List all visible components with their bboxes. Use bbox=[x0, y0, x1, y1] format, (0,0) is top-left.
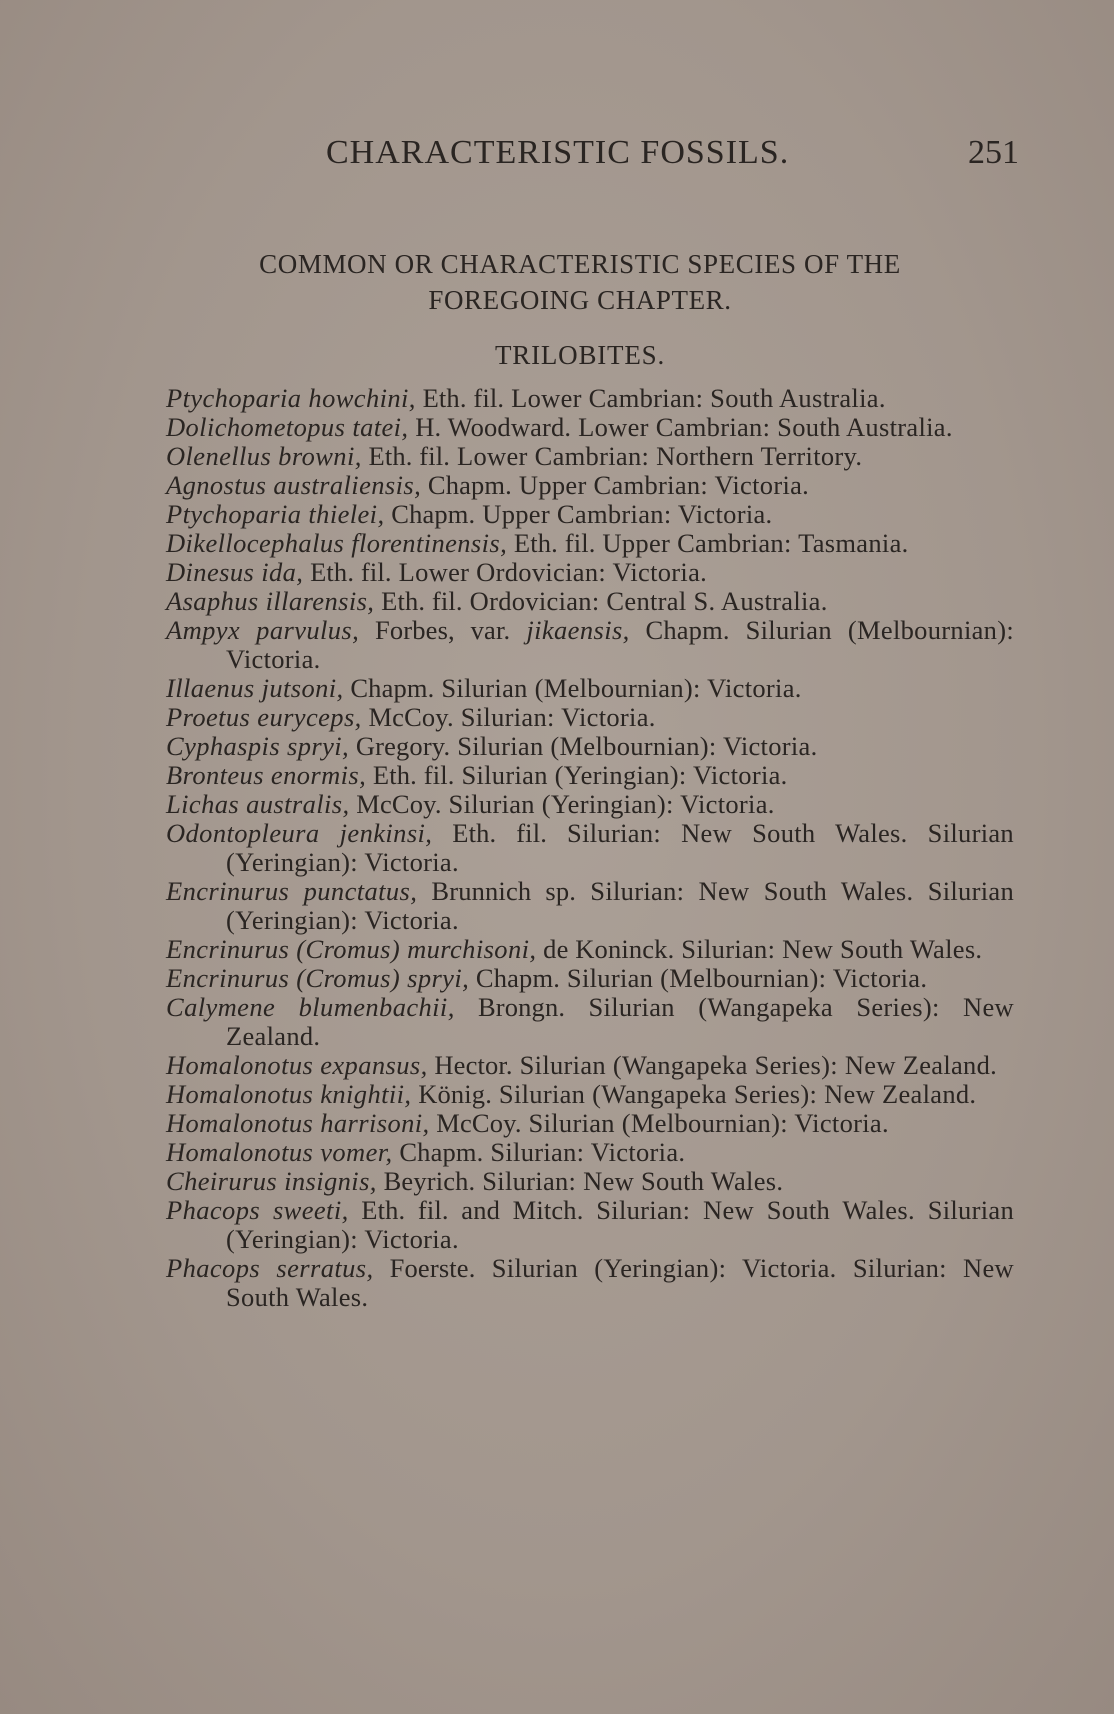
author: Chapm. bbox=[421, 470, 512, 500]
list-item bbox=[166, 993, 1014, 1051]
chapter-heading bbox=[170, 246, 990, 318]
species-name: Asaphus illarensis, bbox=[166, 586, 375, 616]
list-item bbox=[166, 1138, 1014, 1167]
range: Silurian: New South Wales. Silurian (Yeringian): Victoria. bbox=[226, 1195, 1015, 1254]
species-name: Homalonotus expansus, bbox=[166, 1050, 428, 1080]
author: McCoy. bbox=[349, 789, 442, 819]
running-title: CHARACTERISTIC FOSSILS. bbox=[326, 134, 790, 171]
range: Upper Cambrian: Victoria. bbox=[475, 499, 773, 529]
list-item bbox=[166, 413, 1014, 442]
author: Eth. fil. bbox=[374, 586, 463, 616]
species-name: Lichas australis, bbox=[166, 789, 350, 819]
list-item bbox=[166, 790, 1014, 819]
species-name: Proetus euryceps, bbox=[166, 702, 362, 732]
section-title: TRILOBITES. bbox=[494, 340, 666, 370]
species-name: Bronteus enormis, bbox=[166, 760, 367, 790]
species-name: Ptychoparia howchini, bbox=[166, 383, 416, 413]
species-name: Homalonotus harrisoni, bbox=[166, 1108, 430, 1138]
list-item bbox=[166, 935, 1014, 964]
author: Eth. fil. bbox=[361, 441, 451, 471]
list-item bbox=[166, 964, 1014, 993]
list-item bbox=[166, 1051, 1014, 1080]
author: Beyrich. bbox=[376, 1166, 476, 1196]
list-item bbox=[166, 1109, 1014, 1138]
species-name: Encrinurus (Cromus) murchisoni, bbox=[166, 934, 537, 964]
author: McCoy. bbox=[429, 1108, 522, 1138]
range: Silurian (Melbournian): Victoria. bbox=[560, 963, 928, 993]
range: Lower Cambrian: South Australia. bbox=[504, 383, 886, 413]
author: Eth. fil. and Mitch. bbox=[348, 1195, 584, 1225]
author: Hector. bbox=[427, 1050, 513, 1080]
species-name: Calymene blumenbachii, bbox=[166, 992, 455, 1022]
page-number: 251 bbox=[968, 134, 1019, 171]
range: Silurian (Melbournian): Victoria. bbox=[450, 731, 818, 761]
range: Silurian (Melbournian): Victoria. bbox=[226, 615, 1015, 674]
species-list bbox=[166, 384, 1014, 1312]
variety-author: Chapm. bbox=[629, 615, 730, 645]
list-item bbox=[166, 384, 1014, 413]
variety-name: jikaensis, bbox=[510, 615, 630, 645]
author: Chapm. bbox=[392, 1137, 484, 1167]
species-name: Dolichometopus tatei, bbox=[166, 412, 409, 442]
range: Silurian (Yeringian): Victoria. Silurian: New South Wales. bbox=[226, 1253, 1014, 1312]
list-item bbox=[166, 558, 1014, 587]
range: Lower Cambrian: Northern Territory. bbox=[450, 441, 863, 471]
author: Chapm. bbox=[343, 673, 435, 703]
author: Forbes, var. bbox=[359, 615, 511, 645]
range: Silurian: Victoria. bbox=[483, 1137, 686, 1167]
author: König. bbox=[411, 1079, 492, 1109]
author: Brunnich sp. bbox=[417, 876, 577, 906]
author: McCoy. bbox=[361, 702, 454, 732]
species-name: Encrinurus punctatus, bbox=[166, 876, 418, 906]
species-name: Homalonotus vomer, bbox=[166, 1137, 393, 1167]
list-item bbox=[166, 500, 1014, 529]
species-name: Olenellus browni, bbox=[166, 441, 362, 471]
species-name: Dinesus ida, bbox=[166, 557, 304, 587]
list-item bbox=[166, 587, 1014, 616]
range: Upper Cambrian: Victoria. bbox=[511, 470, 810, 500]
heading-line-2: FOREGOING CHAPTER. bbox=[428, 285, 732, 315]
species-name: Encrinurus (Cromus) spryi, bbox=[166, 963, 470, 993]
author: Eth. fil. bbox=[366, 760, 455, 790]
range: Silurian (Melbournian): Victoria. bbox=[434, 673, 802, 703]
range: Lower Cambrian: South Australia. bbox=[571, 412, 953, 442]
list-item bbox=[166, 616, 1014, 674]
species-name: Ptychoparia thielei, bbox=[166, 499, 385, 529]
author: Eth. fil. bbox=[415, 383, 505, 413]
species-name: Phacops serratus, bbox=[166, 1253, 374, 1283]
species-name: Homalonotus knightii, bbox=[166, 1079, 412, 1109]
range: Silurian (Wangapeka Series): New Zealand. bbox=[492, 1079, 977, 1109]
author: Foerste. bbox=[373, 1253, 476, 1283]
range: Silurian (Melbournian): Victoria. bbox=[521, 1108, 889, 1138]
author: Eth. fil. bbox=[432, 818, 547, 848]
author: Eth. fil. bbox=[507, 528, 596, 558]
species-name: Illaenus jutsoni, bbox=[166, 673, 344, 703]
range: Silurian: Victoria. bbox=[453, 702, 656, 732]
author: Gregory. bbox=[349, 731, 451, 761]
author: Chapm. bbox=[384, 499, 476, 529]
author: H. Woodward. bbox=[408, 412, 572, 442]
range: Silurian: New South Wales. Silurian (Yeringian): Victoria. bbox=[226, 876, 1015, 935]
list-item bbox=[166, 819, 1014, 877]
species-name: Dikellocephalus florentinensis, bbox=[166, 528, 508, 558]
list-item bbox=[166, 761, 1014, 790]
running-header bbox=[320, 134, 1020, 184]
list-item bbox=[166, 1167, 1014, 1196]
list-item bbox=[166, 1196, 1014, 1254]
species-name: Agnostus australiensis, bbox=[166, 470, 422, 500]
heading-line-1: COMMON OR CHARACTERISTIC SPECIES OF THE bbox=[259, 249, 901, 279]
species-name: Cheirurus insignis, bbox=[166, 1166, 377, 1196]
range: Silurian (Wangapeka Series): New Zealand. bbox=[226, 992, 1014, 1051]
list-item bbox=[166, 1254, 1014, 1312]
list-item bbox=[166, 442, 1014, 471]
species-name: Ampyx parvulus, bbox=[166, 615, 360, 645]
list-item bbox=[166, 471, 1014, 500]
author: Eth. fil. bbox=[303, 557, 392, 587]
author: de Koninck. bbox=[536, 934, 675, 964]
range: Ordovician: Central S. Australia. bbox=[462, 586, 828, 616]
range: Silurian: New South Wales. bbox=[475, 1166, 784, 1196]
author: Brongn. bbox=[454, 992, 566, 1022]
species-name: Odontopleura jenkinsi, bbox=[166, 818, 433, 848]
range: Lower Ordovician: Victoria. bbox=[391, 557, 708, 587]
list-item bbox=[166, 674, 1014, 703]
range: Upper Cambrian: Tasmania. bbox=[595, 528, 909, 558]
range: Silurian (Yeringian): Victoria. bbox=[441, 789, 775, 819]
species-name: Cyphaspis spryi, bbox=[166, 731, 350, 761]
list-item bbox=[166, 703, 1014, 732]
list-item bbox=[166, 732, 1014, 761]
list-item bbox=[166, 529, 1014, 558]
species-name: Phacops sweeti, bbox=[166, 1195, 349, 1225]
list-item bbox=[166, 1080, 1014, 1109]
range: Silurian (Wangapeka Series): New Zealand. bbox=[512, 1050, 998, 1080]
range: Silurian: New South Wales. bbox=[674, 934, 983, 964]
list-item bbox=[166, 877, 1014, 935]
author: Chapm. bbox=[469, 963, 560, 993]
range: Silurian (Yeringian): Victoria. bbox=[454, 760, 788, 790]
range: Silurian: New South Wales. Silurian (Yeringian): Victoria. bbox=[226, 818, 1014, 877]
